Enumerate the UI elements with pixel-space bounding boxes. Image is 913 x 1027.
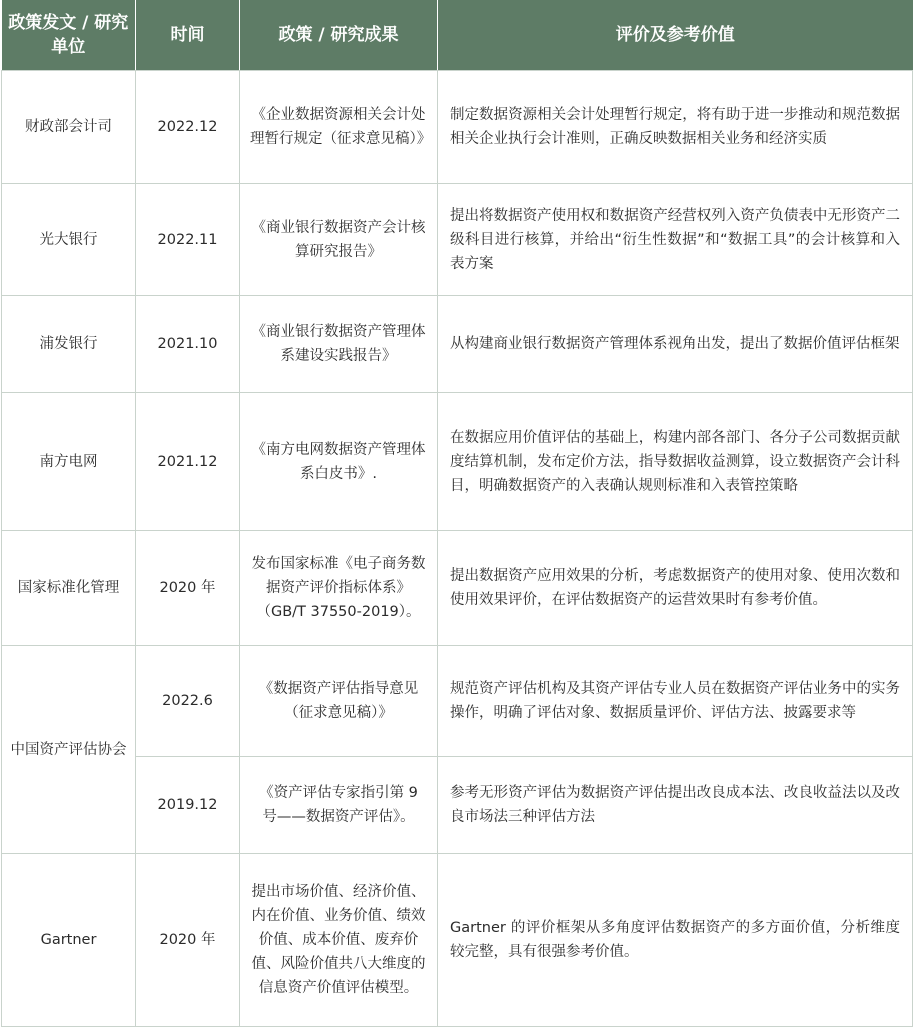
table-row bbox=[2, 854, 913, 1027]
unit-cell: 光大银行 bbox=[2, 184, 136, 296]
time-cell: 2022.11 bbox=[136, 184, 240, 296]
evaluation-cell: 规范资产评估机构及其资产评估专业人员在数据资产评估业务中的实务操作，明确了评估对象、数据质量评价、评估方法、披露要求等 bbox=[438, 646, 913, 757]
policy-cell: 《商业银行数据资产管理体系建设实践报告》 bbox=[240, 296, 438, 393]
table-row bbox=[2, 531, 913, 646]
time-cell: 2022.6 bbox=[136, 646, 240, 757]
policy-cell: 《商业银行数据资产会计核算研究报告》 bbox=[240, 184, 438, 296]
unit-cell: 中国资产评估协会 bbox=[2, 646, 136, 854]
evaluation-cell: 参考无形资产评估为数据资产评估提出改良成本法、改良收益法以及改良市场法三种评估方法 bbox=[438, 757, 913, 854]
time-cell: 2019.12 bbox=[136, 757, 240, 854]
policy-cell: 《南方电网数据资产管理体系白皮书》. bbox=[240, 393, 438, 531]
unit-cell: Gartner bbox=[2, 854, 136, 1027]
time-cell: 2021.10 bbox=[136, 296, 240, 393]
header-time: 时间 bbox=[136, 0, 240, 71]
evaluation-cell: 提出将数据资产使用权和数据资产经营权列入资产负债表中无形资产二级科目进行核算，并给出“衍生性数据”和“数据工具”的会计核算和入表方案 bbox=[438, 184, 913, 296]
table-row bbox=[2, 757, 913, 854]
time-cell: 2021.12 bbox=[136, 393, 240, 531]
unit-cell: 浦发银行 bbox=[2, 296, 136, 393]
evaluation-cell: 提出数据资产应用效果的分析，考虑数据资产的使用对象、使用次数和使用效果评价，在评估数据资产的运营效果时有参考价值。 bbox=[438, 531, 913, 646]
evaluation-cell: 在数据应用价值评估的基础上，构建内部各部门、各分子公司数据贡献度结算机制，发布定价方法，指导数据收益测算，设立数据资产会计科目，明确数据资产的入表确认规则标准和入表管控策略 bbox=[438, 393, 913, 531]
unit-cell: 国家标准化管理 bbox=[2, 531, 136, 646]
header-unit: 政策发文 / 研究单位 bbox=[2, 0, 136, 71]
evaluation-cell: 制定数据资源相关会计处理暂行规定，将有助于进一步推动和规范数据相关企业执行会计准则，正确反映数据相关业务和经济实质 bbox=[438, 71, 913, 184]
table-row bbox=[2, 646, 913, 757]
table-header-row bbox=[2, 0, 913, 71]
time-cell: 2020 年 bbox=[136, 854, 240, 1027]
table-row bbox=[2, 296, 913, 393]
unit-cell: 财政部会计司 bbox=[2, 71, 136, 184]
policy-cell: 《数据资产评估指导意见（征求意见稿）》 bbox=[240, 646, 438, 757]
evaluation-cell: 从构建商业银行数据资产管理体系视角出发，提出了数据价值评估框架 bbox=[438, 296, 913, 393]
table-row bbox=[2, 184, 913, 296]
evaluation-cell: Gartner 的评价框架从多角度评估数据资产的多方面价值，分析维度较完整，具有很强参考价值。 bbox=[438, 854, 913, 1027]
policy-table bbox=[1, 0, 913, 1027]
policy-cell: 提出市场价值、经济价值、内在价值、业务价值、绩效价值、成本价值、废弃价值、风险价值共八大维度的信息资产价值评估模型。 bbox=[240, 854, 438, 1027]
policy-cell: 《企业数据资源相关会计处理暂行规定（征求意见稿）》 bbox=[240, 71, 438, 184]
table-row bbox=[2, 71, 913, 184]
time-cell: 2022.12 bbox=[136, 71, 240, 184]
header-evaluation: 评价及参考价值 bbox=[438, 0, 913, 71]
policy-cell: 《资产评估专家指引第 9 号——数据资产评估》。 bbox=[240, 757, 438, 854]
policy-cell: 发布国家标准《电子商务数据资产评价指标体系》（GB/T 37550-2019）。 bbox=[240, 531, 438, 646]
header-policy: 政策 / 研究成果 bbox=[240, 0, 438, 71]
unit-cell: 南方电网 bbox=[2, 393, 136, 531]
time-cell: 2020 年 bbox=[136, 531, 240, 646]
table-row bbox=[2, 393, 913, 531]
